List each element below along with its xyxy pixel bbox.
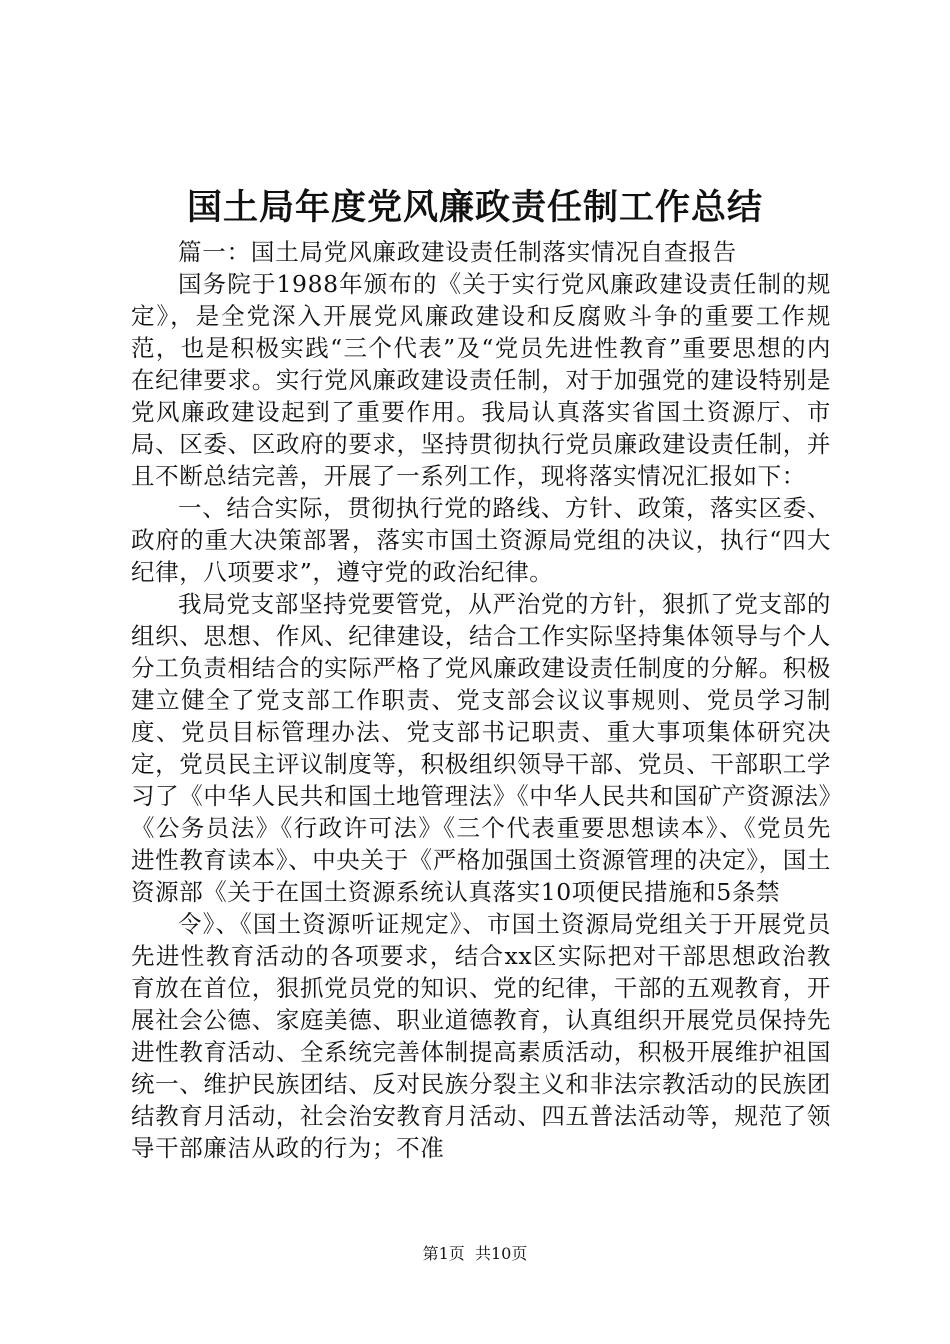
- paragraph-intro: 国务院于1988年颁布的《关于实行党风廉政建设责任制的规定》，是全党深入开展党风廉政建设和反腐败斗争的重要工作规范，也是积极实践“三个代表”及“党员先进性教育”重要思想的内在纪律要求。实行党风廉政建设责任制，对于加强党的建设特别是党风廉政建设起到了重要作用。我局认真落实省国土资源厅、市局、区委、区政府的要求，坚持贯彻执行党员廉政建设责任制，并且不断总结完善，开展了一系列工作，现将落实情况汇报如下：: [131, 270, 831, 490]
- page-total: 共10页: [474, 1244, 528, 1263]
- paragraph-party-branch: 我局党支部坚持党要管党，从严治党的方针，狠抓了党支部的组织、思想、作风、纪律建设，结合工作实际坚持集体领导与个人分工负责相结合的实际严格了党风廉政建设责任制度的分解。积极建立健全了党支部工作职责、党支部会议议事规则、党员学习制度、党员目标管理办法、党支部书记职责、重大事项集体研究决定，党员民主评议制度等，积极组织领导干部、党员、干部职工学习了《中华人民共和国土地管理法》《中华人民共和国矿产资源法》《公务员法》《行政许可法》《三个代表重要思想读本》、《党员先进性教育读本》、中央关于《严格加强国土资源管理的决定》，国土资源部《关于在国土资源系统认真落实10项便民措施和5条禁: [131, 590, 831, 906]
- document-body: [131, 236, 831, 1164]
- section-heading: 篇一：国土局党风廉政建设责任制落实情况自查报告: [178, 238, 737, 266]
- paragraph-continued: 令》、《国土资源听证规定》、市国土资源局党组关于开展党员先进性教育活动的各项要求，结合xx区实际把对干部思想政治教育放在首位，狠抓党员党的知识、党的纪律，干部的五观教育，开展社会公德、家庭美德、职业道德教育，认真组织开展党员保持先进性教育活动、全系统完善体制提高素质活动，积极开展维护祖国统一、维护民族团结、反对民族分裂主义和非法宗教活动的民族团结教育月活动，社会治安教育月活动、四五普法活动等，规范了领导干部廉洁从政的行为；不准: [131, 910, 831, 1162]
- document-title: 国土局年度党风廉政责任制工作总结: [186, 187, 763, 228]
- page-footer: [0, 1242, 950, 1266]
- page-number: 第1页: [422, 1244, 465, 1263]
- paragraph-point-one: 一、结合实际，贯彻执行党的路线、方针、政策，落实区委、政府的重大决策部署，落实市国土资源局党组的决议，执行“四大纪律，八项要求”，遵守党的政治纪律。: [131, 494, 831, 586]
